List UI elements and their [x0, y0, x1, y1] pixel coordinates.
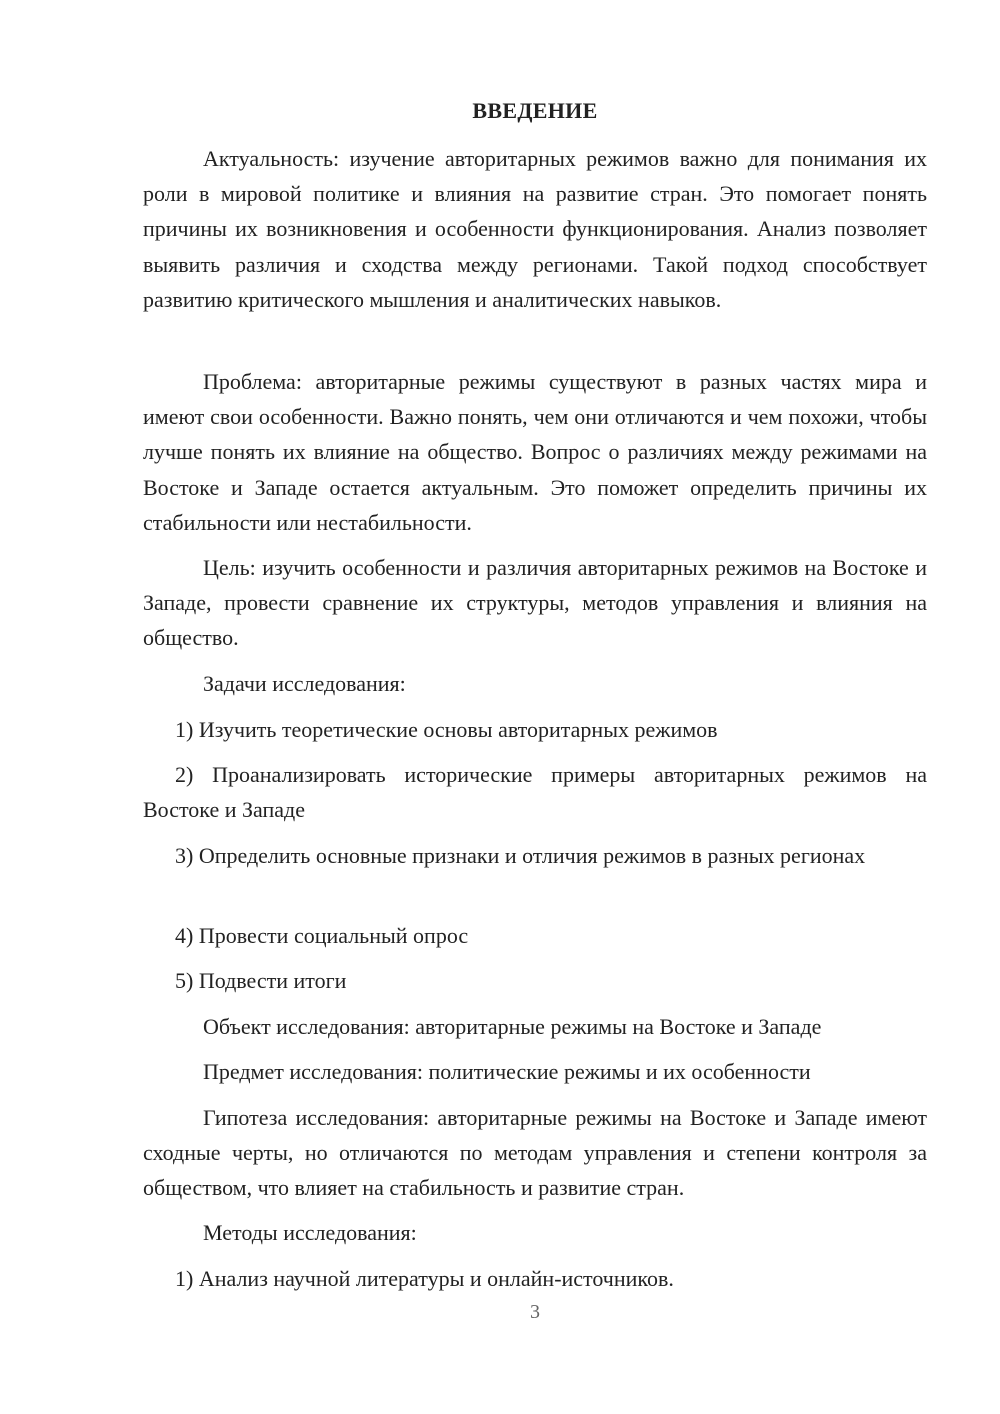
relevance-paragraph: Актуальность: изучение авторитарных режимов важно для понимания их роли в мировой политике и влияния на развитие стран. Это помогает понять причины их возникновения и особенности функционирования. Анализ позволяет выявить различия и сходства между регионами. Такой подход способствует развитию критического мышления и аналитических навыков. — [143, 146, 927, 312]
tasks-title: Задачи исследования: — [203, 671, 406, 696]
research-object: Объект исследования: авторитарные режимы на Востоке и Западе — [203, 1014, 822, 1039]
research-subject: Предмет исследования: политические режимы и их особенности — [203, 1059, 811, 1084]
section-heading: ВВЕДЕНИЕ — [472, 98, 598, 123]
hypothesis-paragraph: Гипотеза исследования: авторитарные режимы на Востоке и Западе имеют сходные черты, но отличаются по методам управления и степени контроля за обществом, что влияет на стабильность и развитие стран. — [143, 1105, 927, 1201]
method-item: 1) Анализ научной литературы и онлайн-источников. — [175, 1266, 674, 1291]
task-item: 4) Провести социальный опрос — [175, 923, 469, 948]
problem-paragraph: Проблема: авторитарные режимы существуют в разных частях мира и имеют свои особенности. Важно понять, чем они отличаются и чем похожи, чтобы лучше понять их влияние на общество. Вопрос о различиях между режимами на Востоке и Западе остается актуальным. Это поможет определить причины их стабильности или нестабильности. — [143, 369, 927, 535]
task-item: 1) Изучить теоретические основы авторитарных режимов — [175, 717, 718, 742]
page-number: 3 — [530, 1301, 540, 1323]
task-item: 2) Проанализировать исторические примеры авторитарных режимов на Востоке и Западе — [143, 762, 927, 823]
methods-title: Методы исследования: — [203, 1220, 417, 1245]
goal-paragraph: Цель: изучить особенности и различия авторитарных режимов на Востоке и Западе, провести сравнение их структуры, методов управления и влияния на общество. — [143, 555, 927, 651]
task-item: 5) Подвести итоги — [175, 968, 347, 993]
task-item: 3) Определить основные признаки и отличия режимов в разных регионах — [175, 843, 866, 868]
